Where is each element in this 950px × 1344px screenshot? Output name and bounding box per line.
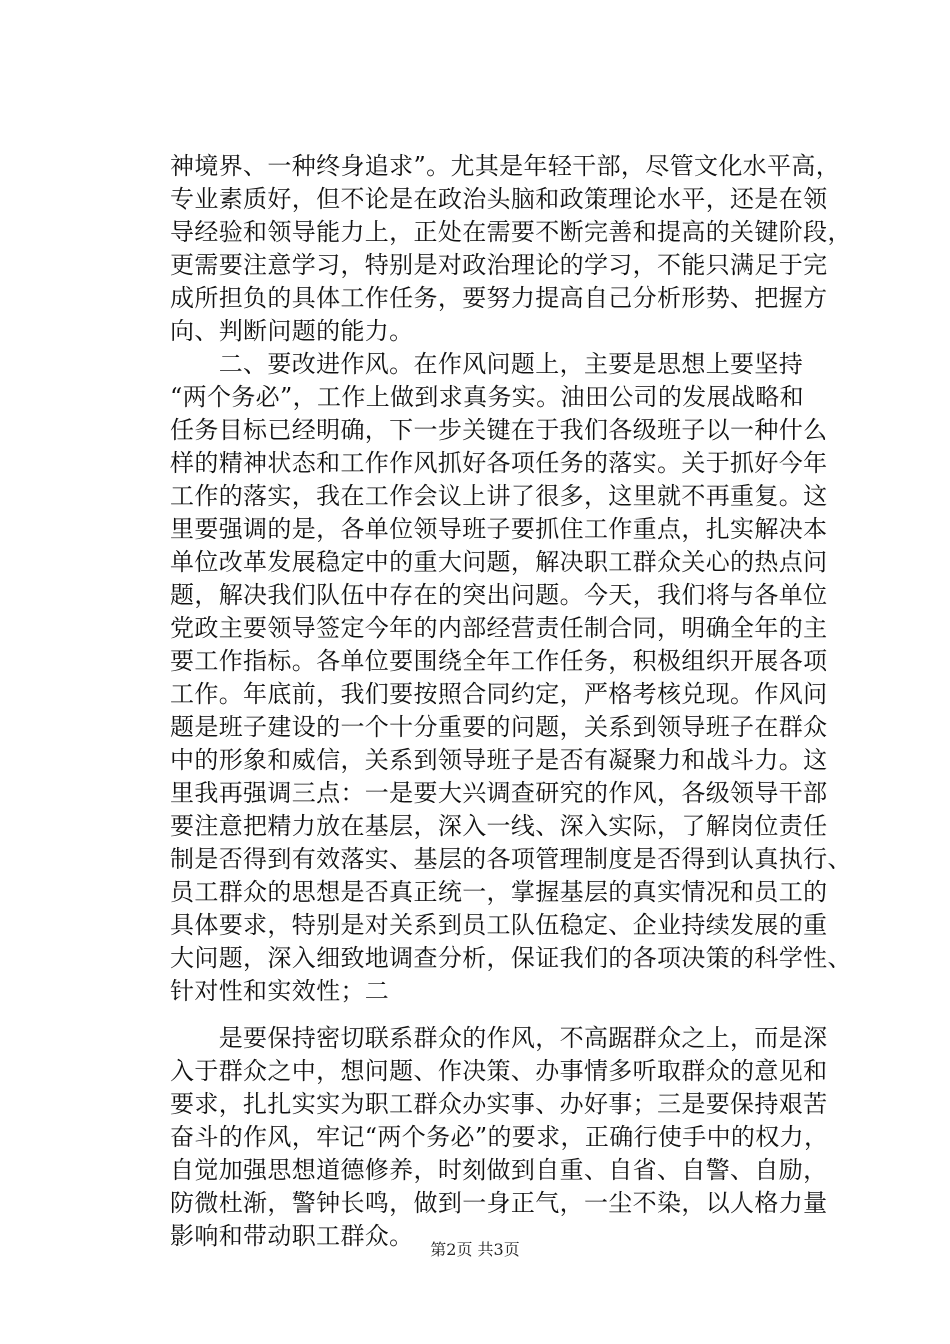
text-line: 样的精神状态和工作作风抓好各项任务的落实。关于抓好今年 xyxy=(170,449,828,477)
text-line: 大问题，深入细致地调查分析，保证我们的各项决策的科学性、 xyxy=(170,944,852,972)
text-line: 入于群众之中，想问题、作决策、办事情多听取群众的意见和 xyxy=(170,1057,828,1085)
page-number-label: 第2页 共3页 xyxy=(430,1240,520,1259)
text-line: 党政主要领导签定今年的内部经营责任制合同，明确全年的主 xyxy=(170,614,828,642)
text-line: 工作的落实，我在工作会议上讲了很多，这里就不再重复。这 xyxy=(170,482,828,510)
document-body xyxy=(170,150,850,1253)
text-line: 向、判断问题的能力。 xyxy=(170,317,414,345)
text-line: 要求，扎扎实实为职工群众办实事、办好事；三是要保持艰苦 xyxy=(170,1090,828,1118)
text-line: 中的形象和威信，关系到领导班子是否有凝聚力和战斗力。这 xyxy=(170,746,828,774)
page-footer xyxy=(0,1240,950,1260)
text-line: 要注意把精力放在基层，深入一线、深入实际，了解岗位责任 xyxy=(170,812,828,840)
text-line: 防微杜渐，警钟长鸣，做到一身正气，一尘不染，以人格力量 xyxy=(170,1189,828,1217)
text-line: 二、要改进作风。在作风问题上，主要是思想上要坚持 xyxy=(170,350,804,378)
text-line: 神境界、一种终身追求”。尤其是年轻干部，尽管文化水平高， xyxy=(170,152,841,180)
text-line: 工作。年底前，我们要按照合同约定，严格考核兑现。作风问 xyxy=(170,680,828,708)
text-line: 成所担负的具体工作任务，要努力提高自己分析形势、把握方 xyxy=(170,284,828,312)
text-line: “两个务必”，工作上做到求真务实。油田公司的发展战略和 xyxy=(170,383,804,411)
text-line: 员工群众的思想是否真正统一，掌握基层的真实情况和员工的 xyxy=(170,878,828,906)
text-line: 自觉加强思想道德修养，时刻做到自重、自省、自警、自励， xyxy=(170,1156,828,1184)
text-line: 具体要求，特别是对关系到员工队伍稳定、企业持续发展的重 xyxy=(170,911,828,939)
text-line: 题是班子建设的一个十分重要的问题，关系到领导班子在群众 xyxy=(170,713,828,741)
text-line: 任务目标已经明确，下一步关键在于我们各级班子以一种什么 xyxy=(170,416,828,444)
text-line: 是要保持密切联系群众的作风，不高踞群众之上，而是深 xyxy=(170,1024,828,1052)
text-line: 专业素质好，但不论是在政治头脑和政策理论水平，还是在领 xyxy=(170,185,828,213)
text-line: 要工作指标。各单位要围绕全年工作任务，积极组织开展各项 xyxy=(170,647,828,675)
text-line: 题，解决我们队伍中存在的突出问题。今天，我们将与各单位 xyxy=(170,581,828,609)
text-line: 奋斗的作风，牢记“两个务必”的要求，正确行使手中的权力， xyxy=(170,1123,829,1151)
text-line: 针对性和实效性；二 xyxy=(170,977,390,1005)
text-line: 里我再强调三点：一是要大兴调查研究的作风，各级领导干部 xyxy=(170,779,828,807)
text-line: 更需要注意学习，特别是对政治理论的学习，不能只满足于完 xyxy=(170,251,828,279)
text-line: 导经验和领导能力上，正处在需要不断完善和提高的关键阶段， xyxy=(170,218,852,246)
paragraph-gap xyxy=(170,1008,850,1022)
text-line: 单位改革发展稳定中的重大问题，解决职工群众关心的热点问 xyxy=(170,548,828,576)
text-line: 制是否得到有效落实、基层的各项管理制度是否得到认真执行、 xyxy=(170,845,852,873)
text-line: 里要强调的是，各单位领导班子要抓住工作重点，扎实解决本 xyxy=(170,515,828,543)
text-line: 影响和带动职工群众。 xyxy=(170,1222,414,1250)
